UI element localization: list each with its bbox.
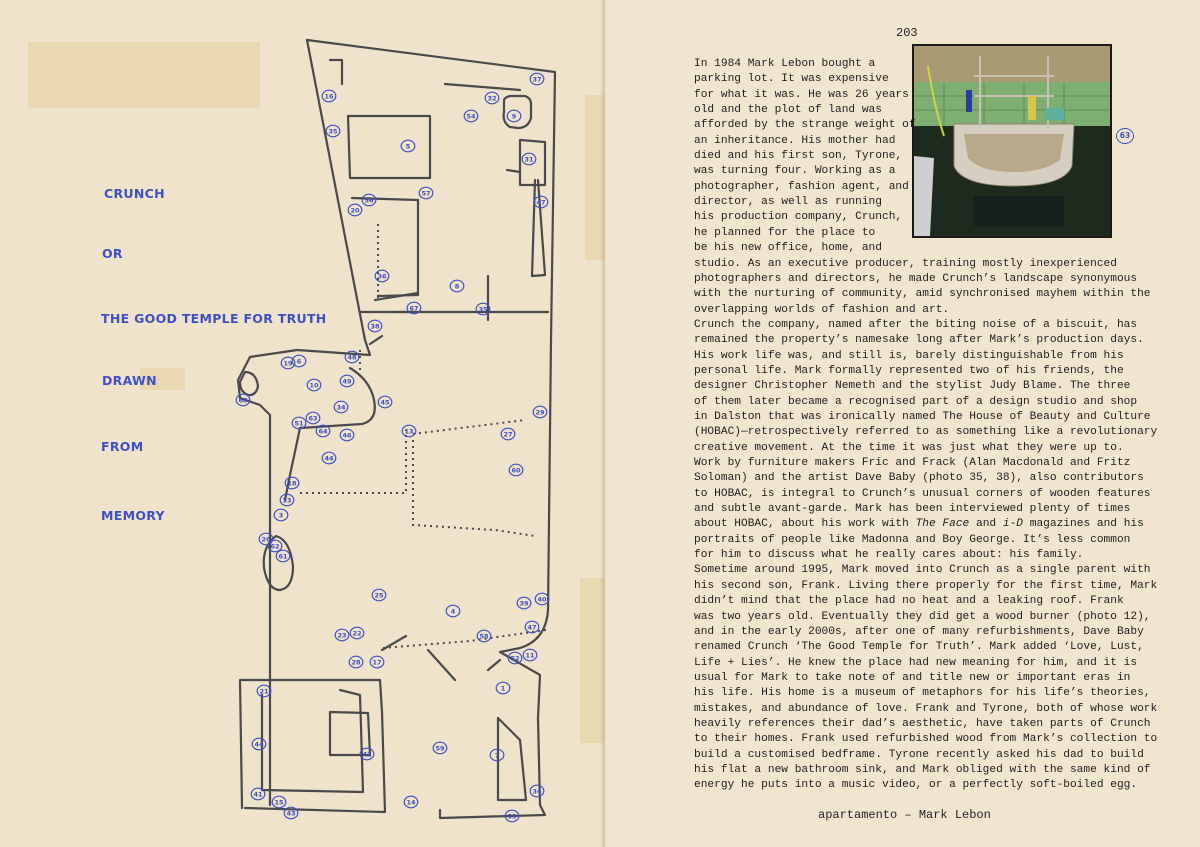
photo-marker-label: 10 [309,381,319,390]
body-line: Sometime around 1995, Mark moved into Crunch as a single parent with [694,564,1151,577]
photo-marker-label: 34 [336,403,346,412]
photo-marker-label: 41 [253,790,263,799]
body-line: and subtle avant-garde. Mark has been interviewed plenty of times [694,503,1131,516]
bathroom-sink-photo [912,44,1112,238]
body-line: about HOBAC, about his work with The Face and i-D magazines and his [694,518,1144,531]
body-line: an inheritance. His mother had [694,134,896,147]
photo-marker-label: 7 [494,751,500,760]
page-number: 203 [896,26,918,40]
photo-marker-label: 15 [274,798,284,807]
photo-marker-label: 44 [254,740,264,749]
photo-marker-label: 61 [278,552,288,561]
body-line: usual for Mark to take note of and title new or important eras in [694,671,1131,684]
photo-marker-label: 58 [479,632,489,641]
title-line-good-temple: THE GOOD TEMPLE FOR TRUTH [101,311,327,326]
body-line: his second son, Frank. Living there properly for the first time, Mark [694,579,1158,592]
floor-plan-walls [238,40,555,818]
body-line: afforded by the strange weight of [694,119,916,132]
body-line: energy he puts into a music video, or a perfectly soft-boiled egg. [694,779,1138,792]
body-line: was two years old. Eventually they did get a wood burner (photo 12), [694,610,1151,623]
body-line: his production company, Crunch, [694,211,903,224]
photo-marker-label: 47 [527,623,537,632]
body-line: In 1984 Mark Lebon bought a [694,58,876,70]
body-line: creative movement. At the time it was just what they were up to. [694,441,1124,454]
body-line: Soloman) and the artist Dave Baby (photo 35, 38), also contributors [694,472,1144,485]
photo-marker-label: 22 [352,629,362,638]
body-line: mistakes, and abundance of love. Frank and Tyrone, both of whose work [694,702,1158,715]
body-line: died and his first son, Tyrone, [694,150,903,163]
photo-marker-label: 63 [308,414,318,423]
footer-credit: apartamento – Mark Lebon [818,808,991,822]
body-line: His work life was, and still is, barely distinguishable from his [694,349,1124,362]
photo-marker-label: 59 [435,744,445,753]
title-line-memory: MEMORY [101,508,165,523]
body-line: and in the early 2000s, after one of many refurbishments, Dave Baby [694,625,1144,638]
body-line: Life + Lies’. He knew the place had new meaning for him, and it is [694,656,1138,669]
photo-marker-label: 23 [337,631,347,640]
photo-marker-label: 35 [328,127,338,136]
photo-marker-label: 46 [342,431,352,440]
body-line: director, as well as running [694,196,882,209]
photo-marker-group [236,73,549,822]
body-line: old and the plot of land was [694,104,882,117]
article-body-text [694,257,1157,794]
photo-marker-label: 33 [282,496,292,505]
body-line: build a customised bedframe. Tyrone recently asked his dad to build [694,748,1144,761]
photo-marker-label: 21 [259,687,269,696]
body-line: Crunch the company, named after the biting noise of a biscuit, has [694,318,1138,331]
photo-marker-label: 68 [238,396,248,405]
body-line: to their homes. Frank used refurbished wood from Mark’s collection to [694,733,1158,746]
body-line: photographer, fashion agent, and [694,180,909,193]
photo-marker-label: 19 [283,359,293,368]
photo-marker-label: 39 [519,599,529,608]
photo-marker-label: 13 [404,427,414,436]
photo-marker-label: 8 [454,282,460,291]
body-line: studio. As an executive producer, training mostly inexperienced [694,257,1117,270]
body-line: with the nurturing of community, amid synchronised mayhem within the [694,288,1151,301]
photo-marker-label: 6 [296,357,302,366]
photo-marker-label: 64 [318,427,328,436]
photo-marker-label: 36 [377,272,387,281]
photo-marker-63: 63 [1116,128,1134,144]
body-line: heavily references their dad’s aesthetic, have taken parts of Crunch [694,717,1151,730]
photo-marker-label: 35 [478,305,488,314]
title-line-crunch: CRUNCH [104,186,165,201]
photo-marker-label: 40 [537,595,547,604]
photo-marker-label: 32 [487,94,497,103]
photo-marker-label: 31 [524,155,534,164]
photo-marker-label: 3 [278,511,284,520]
photo-marker-label: 57 [421,189,431,198]
photo-marker-label: 37 [532,75,542,84]
photo-marker-label: 53 [507,812,517,821]
photo-marker-label: 44 [324,454,334,463]
photo-marker-label: 25 [374,591,384,600]
body-line: personal life. Mark formally represented two of his friends, the [694,365,1124,377]
body-line: to HOBAC, is integral to Crunch’s unusual corners of wooden features [694,487,1151,500]
body-line: overlapping worlds of fashion and art. [694,303,950,316]
body-line: designer Christopher Nemeth and the stylist Judy Blame. The three [694,380,1131,393]
photo-marker-label: 60 [511,466,521,475]
photo-marker-label: 52 [510,654,520,663]
photo-marker-label: 49 [342,377,352,386]
body-line: his life. His home is a museum of metaphors for his life’s theories, [694,687,1151,700]
body-line: in Dalston that was ironically named The House of Beauty and Culture [694,411,1151,424]
bathroom-sink-image [914,46,1110,236]
photo-marker-label: 4 [450,607,456,616]
body-line: was turning four. Working as a [694,165,896,178]
title-line-from: FROM [101,439,144,454]
body-line: (HOBAC)—retrospectively referred to as something like a revolutionary [694,426,1158,439]
photo-marker-label: 54 [466,112,476,121]
article-body-text-top [694,57,916,256]
photo-marker-label: 16 [324,92,334,101]
body-line: for him to discuss what he really cares about: his family. [694,549,1084,562]
body-line: photographers and directors, he made Crunch’s landscape synonymous [694,272,1138,285]
body-line: his flat a new bathroom sink, and Mark obliged with the same kind of [694,763,1151,776]
title-line-drawn: DRAWN [102,373,157,388]
photo-marker-label: 27 [503,430,513,439]
photo-marker-label: 26 [261,535,271,544]
photo-marker-label: 28 [351,658,361,667]
photo-marker-label: 20 [350,206,360,215]
photo-marker-label: 14 [406,798,416,807]
photo-marker-label: 51 [294,419,304,428]
body-line: be his new office, home, and [694,242,882,255]
body-line: of them later became a recognised part of a design studio and shop [694,395,1138,408]
body-line: he planned for the place to [694,226,876,239]
body-line: portraits of people like Madonna and Boy George. It’s less common [694,533,1131,546]
photo-marker-label: 43 [286,809,296,818]
photo-marker-label: 45 [380,398,390,407]
photo-marker-label: 1 [500,684,506,693]
body-line: Work by furniture makers Fric and Frack (Alan Macdonald and Fritz [694,457,1131,470]
photo-marker-label: 47 [536,198,546,207]
photo-marker-label: 17 [372,658,382,667]
photo-marker-label: 48 [347,353,357,362]
photo-marker-label: 62 [270,542,280,551]
photo-marker-label: 18 [287,479,297,488]
photo-marker-label: 34 [532,787,542,796]
photo-marker-label: 38 [370,322,380,331]
body-line: remained the property’s namesake long after Mark’s production days. [694,334,1144,347]
body-line: parking lot. It was expensive [694,73,889,86]
photo-marker-label: 9 [511,112,517,121]
photo-marker-label: 11 [525,651,535,660]
body-line: didn’t mind that the place had no heat and a leaking roof. Frank [694,595,1124,608]
photo-marker-label: 67 [409,304,419,313]
body-line: for what it was. He was 26 years [694,88,909,101]
body-line: renamed Crunch ‘The Good Temple for Truth’. Mark added ‘Love, Lust, [694,641,1144,654]
photo-marker-label: 5 [405,142,411,151]
photo-marker-label: 29 [535,408,545,417]
photo-marker-label: 56 [364,196,374,205]
photo-marker-label: 42 [362,750,372,759]
title-line-or: OR [102,246,123,261]
